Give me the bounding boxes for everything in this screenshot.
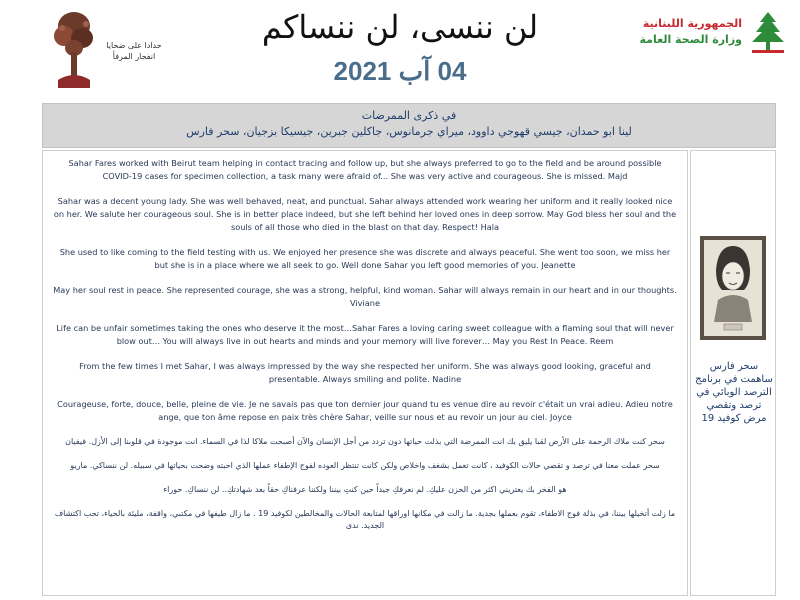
tribute-paragraph: Courageuse, forte, douce, belle, pleine de vie. Je ne savais pas que ton dernier jour quand tu es venue dire au revoir c'était un vrai adieu. Adieu notre ange, que ton âme repose en paix très chère Sahar, veille sur nous et au revoir un jour au ciel. Joyce [57,399,673,422]
header [0,0,800,100]
ministry-branding [624,10,794,60]
memorial-logo [50,8,98,94]
portrait-sketch [700,236,766,340]
page-date: 04 آب 2021 [333,56,467,86]
tributes-panel [42,150,688,596]
tribute-paragraph: From the few times I met Sahar, I was always impressed by the way she respected her uniform. She was always good looking, graceful and presentable. Always smiling and polite. Nadine [79,361,651,384]
tribute-paragraph: Sahar Fares worked with Beirut team helping in contact tracing and follow up, but she always preferred to go to the field and be around possible COVID-19 cases for specimen collection, a task many were afraid of... She was very active and courageous. She is missed. Majd [68,158,662,181]
tribute-paragraph-arabic: سحر كنت ملاك الرحمة على الأرض لقبا يليق بك انت الممرضة التي بذلت حياتها دون تردد من أجل الإنسان والآن أصبحت ملاكا لذا في السماء. انت موجودة في قلوبنا إلى الأزل. فيفيان [65,437,665,446]
memorial-caption-line2: انفجار المرفأ [112,52,156,61]
page-title: لن ننسى، لن ننساكم [261,8,539,46]
tribute-paragraph: Sahar was a decent young lady. She was well behaved, neat, and punctual. Sahar always attended work wearing her uniform and it really looked nice on her. We salute her courageous soul. She is in better place indeed, but she left behind her loved ones in deep sorrow. May God bless her soul and the souls of all those who died in the blast on that day. Respect! Hala [53,196,677,232]
ministry-line1: الجمهورية اللبنانية [642,17,742,30]
tribute-paragraph: She used to like coming to the field testing with us. We enjoyed her presence she was discrete and always peaceful. She went too soon, we miss her but she is in a place where we all seek to go. Well done Sahar you left good memories of you. Jeanette [59,247,671,270]
cedar-icon [746,10,790,56]
portrait-icon [704,240,762,336]
memorial-caption [102,40,166,62]
ministry-name [632,16,742,48]
tribute-paragraph-arabic: ما زلت أتخيلها بيننا، في بذلة فوج الاطفاء، تقوم بعملها بجدية. ما زالت في مكانها اوراقها لمتابعة الحالات والمخالطين لكوفيد 19 . ما زال طيفها في مكتبي، واقفة، مليئة بالحياء، تحب اكتشاف الجديد. ندى [54,509,676,530]
tribute-paragraph-arabic: هو الفخر بك يعتريني اكثر من الحزن عليكِ. لم نعرفكِ جيداً حين كنتِ بيننا ولكننا عرفناكِ حقاً بعد شهادتكِ.. لن ننساكِ. حوراء [163,485,567,494]
memorial-heading: في ذكرى الممرضات [361,109,457,122]
smoke-cloud-icon [50,8,98,94]
tribute-paragraph: May her soul rest in peace. She represented courage, she was a strong, helpful, kind woman. Sahar will always remain in our heart and in our thoughts. Viviane [53,285,677,308]
ministry-line2: وزارة الصحة العامة [639,33,742,46]
side-caption: سحر فارس ساهمت في برنامج الترصد الوبائي في ترصد وتقصي مرض كوفيد 19 [695,361,773,424]
memorial-caption-line1: حدادا على ضحايا [106,41,162,50]
memorial-names-box [42,103,776,148]
tribute-paragraph-arabic: سحر عملت معنا في ترصد و تقصي حالات الكوفيد ، كانت تعمل بشغف واخلاص ولكن كانت تنتظر العوده لفوج الإطفاء عملها الذي احبته وضحت بحياتها في سبيله. لن ننساكي. ماريو [70,461,660,470]
tribute-paragraph: Life can be unfair sometimes taking the ones who deserve it the most…Sahar Fares a loving caring sweet colleague with a flaming soul that will never blow out… You will always live in out hearts and minds and your memory will live forever… May you Rest In Peace. Reem [56,323,674,346]
memorial-names: لينا ابو حمدان، جيسي قهوجي داوود، ميراي جرمانوس، جاكلين جبرين، جيسيكا بزجيان، سحر فارس [186,125,632,138]
